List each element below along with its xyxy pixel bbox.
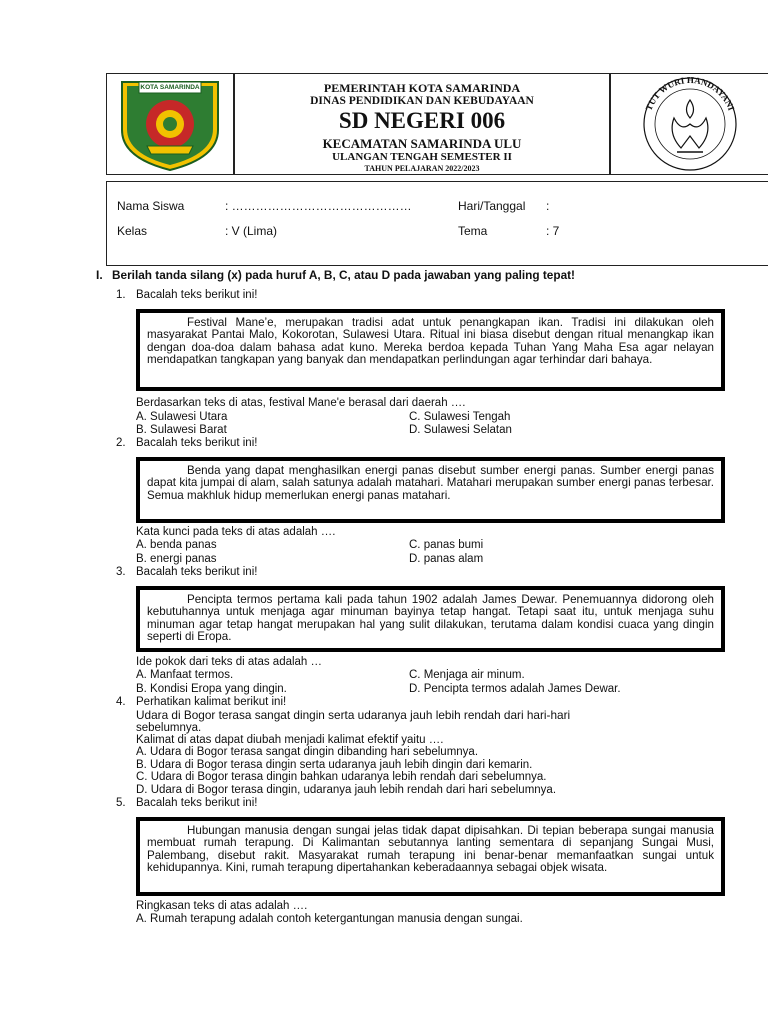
right-logo-box [610, 73, 768, 175]
q4-option-a[interactable]: A. Udara di Bogor terasa sangat dingin dibanding hari sebelumnya. [136, 746, 479, 758]
q3-option-c[interactable]: C. Menjaga air minum. [409, 669, 525, 681]
name-label: Nama Siswa [117, 199, 185, 213]
q5-option-a[interactable]: A. Rumah terapung adalah contoh ketergantungan manusia dengan sungai. [136, 913, 523, 925]
q2-passage-text: Benda yang dapat menghasilkan energi panas disebut sumber energi panas. Sumber energi panas dapat kita jumpai di alam, salah satunya adalah matahari. Matahari merupakan sumber energi panas terbesar. Semua makhluk hidup memerlukan energi panas matahari. [147, 464, 714, 502]
left-logo-text: KOTA SAMARINDA [140, 84, 200, 91]
class-label: Kelas [117, 224, 148, 238]
year-title: TAHUN PELAJARAN 2022/2023 [364, 164, 480, 173]
gov-title: PEMERINTAH KOTA SAMARINDA [323, 81, 521, 95]
q1-passage-text: Festival Mane’e, merupakan tradisi adat untuk penangkapan ikan. Tradisi ini dilakukan oleh masyarakat Pantai Malo, Kokorotan, Sulawesi Utara. Ritual ini biasa disebut dengan ritual menangkap ikan dengan doa-doa dalam bahasa adat kuno. Mereka berdoa kepada Tuhan Yang Maha Esa agar nelayan mendapatkan tangkapan yang banyak dan mendapatkan perlindungan agar terhindar dari bahaya. [147, 316, 714, 367]
q5-passage-box [136, 817, 725, 896]
q2-number: 2. [116, 437, 126, 449]
q1-prompt: Bacalah teks berikut ini! [136, 289, 258, 301]
section-instruction: Berilah tanda silang (x) pada huruf A, B, C, atau D pada jawaban yang paling tepat! [112, 268, 575, 282]
q3-passage-text: Pencipta termos pertama kali pada tahun 1902 adalah James Dewar. Penemuannya didorong oleh kebutuhannya untuk menjaga agar minuman bayinya tetap hangat. Tetapi saat itu, untuk menjaga suhu minuman agar tetap hangat merupakan hal yang sulit dilakukan, terutama dalam kondisi cuaca yang dingin seperti di Eropa. [147, 593, 714, 644]
q5-number: 5. [116, 797, 126, 809]
class-value: : V (Lima) [225, 224, 278, 238]
q2-passage-box [136, 457, 725, 523]
q2-question: Kata kunci pada teks di atas adalah …. [136, 526, 336, 538]
q4-option-b[interactable]: B. Udara di Bogor terasa dingin serta udaranya jauh lebih dingin dari kemarin. [136, 759, 533, 771]
q4-sentence-line1: Udara di Bogor terasa sangat dingin serta udaranya jauh lebih rendah dari hari-hari [136, 708, 571, 722]
q1-option-d[interactable]: D. Sulawesi Selatan [409, 424, 512, 436]
header-title-box [234, 73, 610, 175]
date-field[interactable]: : [546, 199, 550, 213]
section-number: I. [96, 268, 103, 282]
left-logo-box [106, 73, 234, 175]
student-info-box [106, 181, 768, 266]
q1-option-b[interactable]: B. Sulawesi Barat [136, 424, 227, 436]
q3-option-d[interactable]: D. Pencipta termos adalah James Dewar. [409, 683, 621, 695]
q4-question: Kalimat di atas dapat diubah menjadi kalimat efektif yaitu …. [136, 734, 444, 746]
district-title: KECAMATAN SAMARINDA ULU [322, 136, 522, 151]
q5-question: Ringkasan teks di atas adalah …. [136, 900, 308, 912]
q4-prompt: Perhatikan kalimat berikut ini! [136, 696, 287, 708]
q3-option-a[interactable]: A. Manfaat termos. [136, 669, 234, 681]
q2-option-a[interactable]: A. benda panas [136, 539, 217, 551]
q3-number: 3. [116, 566, 126, 578]
right-logo-text: TUT WURI HANDAYANI [643, 74, 737, 112]
exam-title: ULANGAN TENGAH SEMESTER II [332, 151, 512, 163]
q2-option-b[interactable]: B. energi panas [136, 553, 217, 565]
q2-option-d[interactable]: D. panas alam [409, 553, 484, 565]
q1-option-a[interactable]: A. Sulawesi Utara [136, 411, 228, 423]
dept-title: DINAS PENDIDIKAN DAN KEBUDAYAAN [310, 95, 534, 107]
theme-value: : 7 [546, 224, 560, 238]
q4-option-d[interactable]: D. Udara di Bogor terasa dingin, udaranya jauh lebih rendah dari hari sebelumnya. [136, 784, 557, 796]
q1-question: Berdasarkan teks di atas, festival Mane'e berasal dari daerah …. [136, 397, 466, 409]
q2-prompt: Bacalah teks berikut ini! [136, 437, 258, 449]
q4-option-c[interactable]: C. Udara di Bogor terasa dingin bahkan udaranya lebih rendah dari sebelumnya. [136, 771, 547, 783]
theme-label: Tema [458, 224, 488, 238]
q3-question: Ide pokok dari teks di atas adalah … [136, 656, 323, 668]
q5-prompt: Bacalah teks berikut ini! [136, 797, 258, 809]
q5-passage-text: Hubungan manusia dengan sungai jelas tidak dapat dipisahkan. Di tepian beberapa sungai manusia membuat rumah terapung. Di Kalimantan sebutannya lanting sementara di sepanjang Sungai Musi, Palembang, disebut rakit. Masyarakat rumah terapung ini benar-benar memanfaatkan sungai untuk kehidupannya. Kini, rumah terapung dipertahankan keberadaannya sebagai objek wisata. [147, 824, 714, 875]
q1-passage-box [136, 309, 725, 391]
q3-prompt: Bacalah teks berikut ini! [136, 566, 258, 578]
name-field[interactable]: : ……………………………………… [225, 199, 412, 213]
q1-option-c[interactable]: C. Sulawesi Tengah [409, 411, 511, 423]
q4-number: 4. [116, 696, 126, 708]
q4-sentence-line2: sebelumnya. [136, 722, 202, 734]
tut-wuri-handayani-emblem [611, 74, 768, 174]
q2-option-c[interactable]: C. panas bumi [409, 539, 484, 551]
date-label: Hari/Tanggal [458, 199, 526, 213]
q3-option-b[interactable]: B. Kondisi Eropa yang dingin. [136, 683, 287, 695]
school-title: SD NEGERI 006 [338, 108, 506, 133]
q1-number: 1. [116, 289, 126, 301]
q3-passage-box [136, 586, 725, 652]
